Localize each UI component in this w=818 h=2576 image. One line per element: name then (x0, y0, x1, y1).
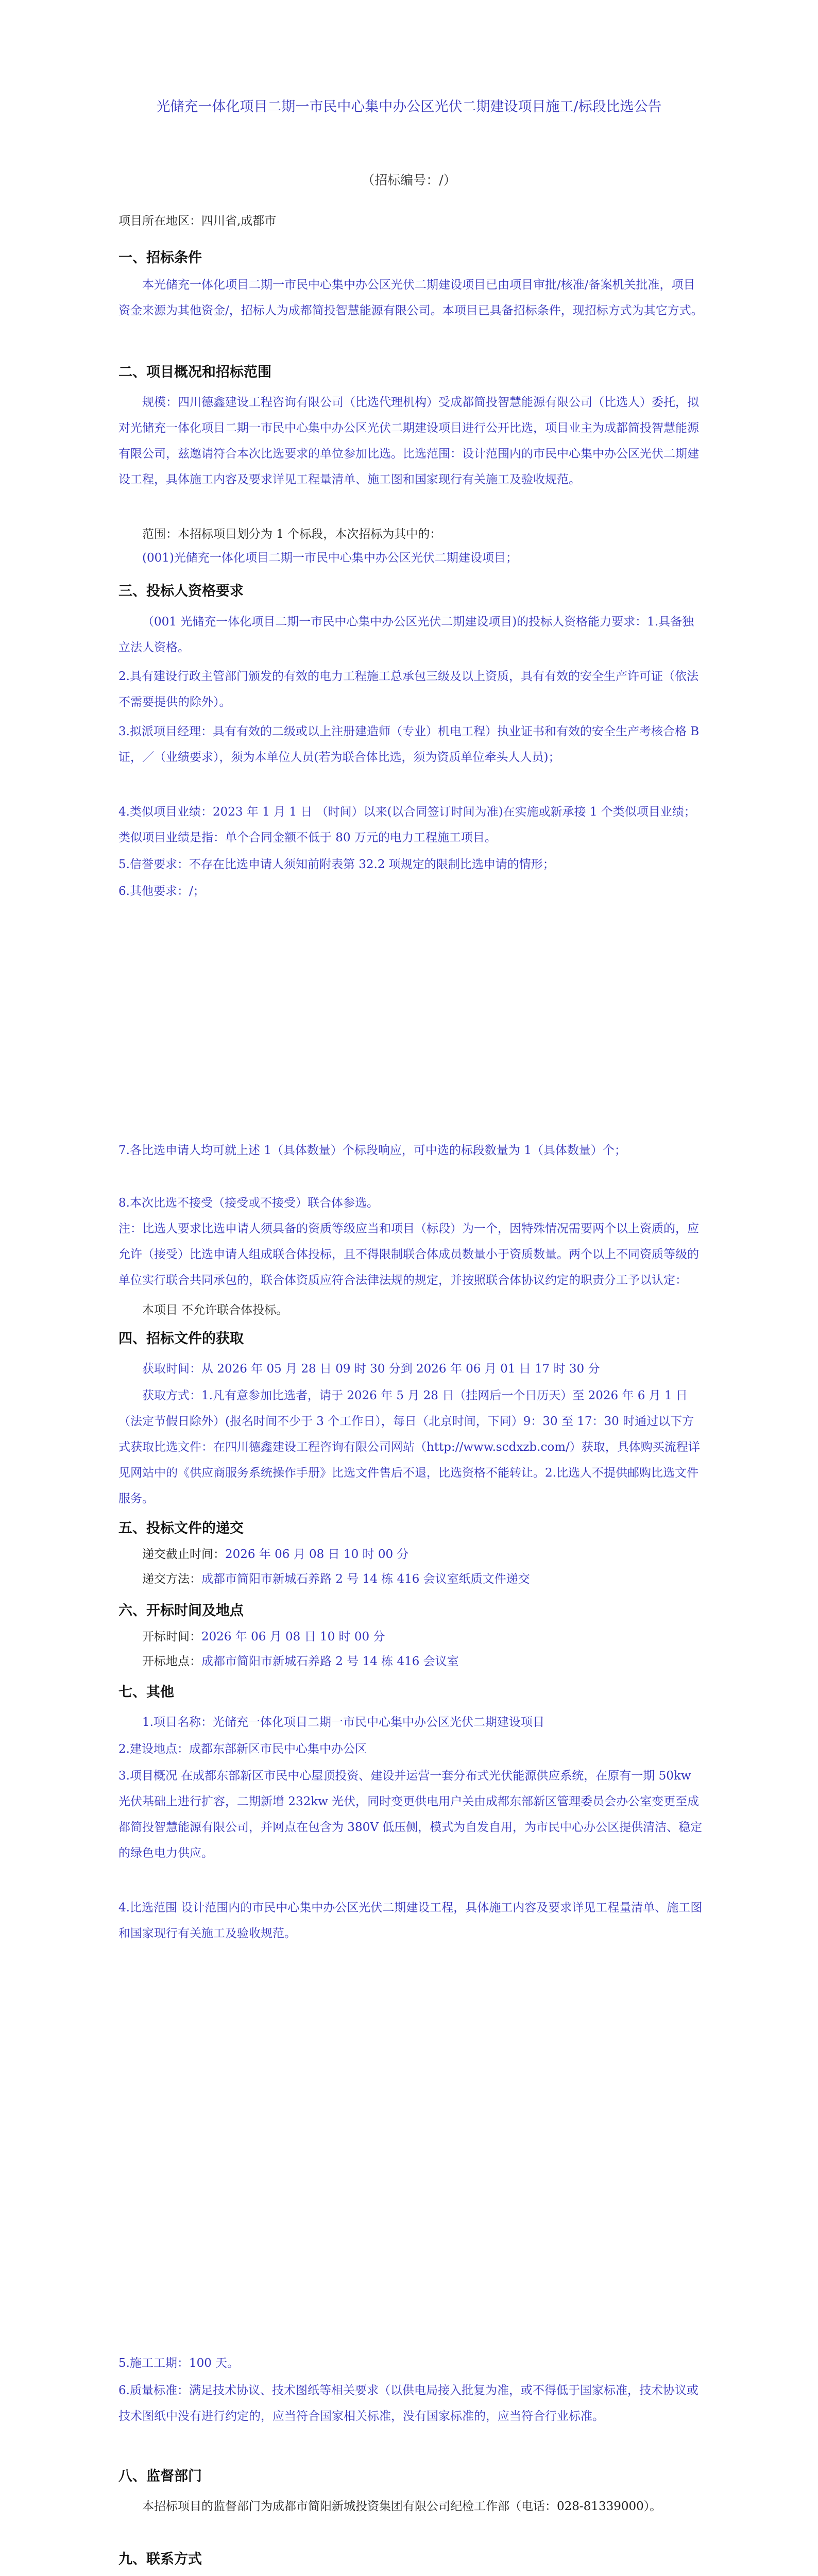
other-item-1: 1.项目名称：光储充一体化项目二期一市民中心集中办公区光伏二期建设项目 (142, 1716, 544, 1729)
other-item-6: 6.质量标准：满足技术协议、技术图纸等相关要求（以供电局接入批复为准，或不得低于国家标准，技术协议或技术图纸中没有进行约定的，应当符合国家相关标准，没有国家标准的，应当符合行业标准。 (118, 2384, 698, 2423)
submission-deadline-row (142, 1545, 408, 1562)
section-heading-1: 一、招标条件 (118, 250, 202, 266)
qualification-4: 4.类似项目业绩：2023 年 1 月 1 日 （时间）以来(以合同签订时间为准)在实施或新承接 1 个类似项目业绩；类似项目业绩是指：单个合同金额不低于 80 万元的电力工程施工项目。 (118, 805, 696, 844)
page-title: 光储充一体化项目二期一市民中心集中办公区光伏二期建设项目施工/标段比选公告 (156, 99, 662, 115)
joint-venture-decision: 本项目 不允许联合体投标。 (142, 1303, 288, 1317)
acquisition-method: 获取方式：1.凡有意参加比选者，请于 2026 年 5 月 28 日（挂网后一个日历天）至 2026 年 6 月 1 日（法定节假日除外）(报名时间不少于 3 个工作日），每日（北京时间，下同）9：30 至 17：30 时通过以下方式获取比选文件：在四川德鑫建设工程咨询有限公司网站（http://www.scdxzb.com/）获取，具体购买流程详见网站中的《供应商服务系统操作手册》比选文件售后不退，比选资格不能转让。2.比选人不提供邮购比选文件服务。 (118, 1389, 700, 1505)
section-2-body: 规模：四川德鑫建设工程咨询有限公司（比选代理机构）受成都简投智慧能源有限公司（比选人）委托，拟对光储充一体化项目二期一市民中心集中办公区光伏二期建设项目进行公开比选，项目业主为成都简投智慧能源有限公司，兹邀请符合本次比选要求的单位参加比选。比选范围：设计范围内的市民中心集中办公区光伏二期建设工程，具体施工内容及要求详见工程量清单、施工图和国家现行有关施工及验收规范。 (118, 396, 699, 486)
qualification-6: 6.其他要求：/； (118, 885, 205, 898)
other-item-3: 3.项目概况 在成都东部新区市民中心屋顶投资、建设并运营一套分布式光伏能源供应系统，在原有一期 50kw 光伏基础上进行扩容，二期新增 232kw 光伏，同时变更供电用户关由成都东部新区管理委员会办公室变更至成都简投智慧能源有限公司，并网点在包含为 380V 低压侧，模式为自发自用，为市民中心办公区提供清洁、稳定的绿色电力供应。 (118, 1769, 703, 1860)
submission-method: 成都市简阳市新城石养路 2 号 14 栋 416 会议室纸质文件递交 (201, 1572, 530, 1586)
submission-deadline-label: 递交截止时间： (142, 1548, 225, 1561)
project-region: 项目所在地区：四川省,成都市 (118, 214, 277, 228)
section-heading-7: 七、其他 (118, 1684, 174, 1700)
submission-method-label: 递交方法： (142, 1572, 201, 1586)
qualification-2: 2.具有建设行政主管部门颁发的有效的电力工程施工总承包三级及以上资质，具有有效的安全生产许可证（依法不需要提供的除外）。 (118, 670, 698, 709)
opening-time-row (142, 1627, 385, 1644)
section-1-body: 本光储充一体化项目二期一市民中心集中办公区光伏二期建设项目已由项目审批/核准/备案机关批准，项目资金来源为其他资金/，招标人为成都简投智慧能源有限公司。本项目已具备招标条件，现招标方式为其它方式。 (118, 278, 703, 317)
section-heading-4: 四、招标文件的获取 (118, 1331, 244, 1347)
qualification-7: 7.各比选申请人均可就上述 1（具体数量）个标段响应，可中选的标段数量为 1（具体数量）个； (118, 1144, 626, 1157)
qualification-5: 5.信誉要求：不存在比选申请人须知前附表第 32.2 项规定的限制比选申请的情形； (118, 858, 555, 871)
lot-scope-label: 范围：本招标项目划分为 1 个标段，本次招标为其中的： (142, 528, 442, 541)
opening-time: 2026 年 06 月 08 日 10 时 00 分 (201, 1630, 385, 1643)
other-item-2: 2.建设地点：成都东部新区市民中心集中办公区 (118, 1742, 367, 1756)
opening-place: 成都市简阳市新城石养路 2 号 14 栋 416 会议室 (201, 1655, 459, 1668)
opening-place-row (142, 1652, 459, 1669)
opening-time-label: 开标时间： (142, 1630, 201, 1643)
submission-deadline: 2026 年 06 月 08 日 10 时 00 分 (225, 1548, 409, 1561)
section-heading-5: 五、投标文件的递交 (118, 1520, 244, 1536)
lot-item: (001)光储充一体化项目二期一市民中心集中办公区光伏二期建设项目； (142, 551, 518, 565)
section-heading-9: 九、联系方式 (118, 2551, 202, 2567)
opening-place-label: 开标地点： (142, 1655, 201, 1668)
section-heading-3: 三、投标人资格要求 (118, 583, 244, 599)
supervision-body: 本招标项目的监督部门为成都市简阳新城投资集团有限公司纪检工作部（电话：028-81339000）。 (142, 2500, 662, 2513)
submission-method-row (142, 1569, 530, 1586)
section-heading-2: 二、项目概况和招标范围 (118, 364, 271, 380)
qualification-8: 8.本次比选不接受（接受或不接受）联合体参选。 (118, 1196, 379, 1210)
joint-venture-note: 注：比选人要求比选申请人须具备的资质等级应当和项目（标段）为一个，因特殊情况需要两个以上资质的，应允许（接受）比选申请人组成联合体投标，且不得限制联合体成员数量小于资质数量。两个以上不同资质等级的单位实行联合共同承包的，联合体资质应符合法律法规的规定，并按照联合体协议约定的职责分工予以认定： (118, 1222, 699, 1287)
acquisition-time: 获取时间：从 2026 年 05 月 28 日 09 时 30 分到 2026 年 06 月 01 日 17 时 30 分 (142, 1362, 600, 1376)
bid-number: （招标编号：/） (362, 173, 456, 188)
qualification-3: 3.拟派项目经理：具有有效的二级或以上注册建造师（专业）机电工程）执业证书和有效的安全生产考核合格 B 证，／（业绩要求），须为本单位人员(若为联合体比选，须为资质单位牵头人人员)； (118, 725, 700, 764)
section-heading-6: 六、开标时间及地点 (118, 1603, 244, 1619)
qualification-1: （001 光储充一体化项目二期一市民中心集中办公区光伏二期建设项目)的投标人资格能力要求：1.具备独立法人资格。 (118, 615, 694, 654)
section-heading-8: 八、监督部门 (118, 2468, 202, 2484)
other-item-5: 5.施工工期：100 天。 (118, 2357, 240, 2370)
other-item-4: 4.比选范围 设计范围内的市民中心集中办公区光伏二期建设工程，具体施工内容及要求详见工程量清单、施工图和国家现行有关施工及验收规范。 (118, 1901, 703, 1940)
